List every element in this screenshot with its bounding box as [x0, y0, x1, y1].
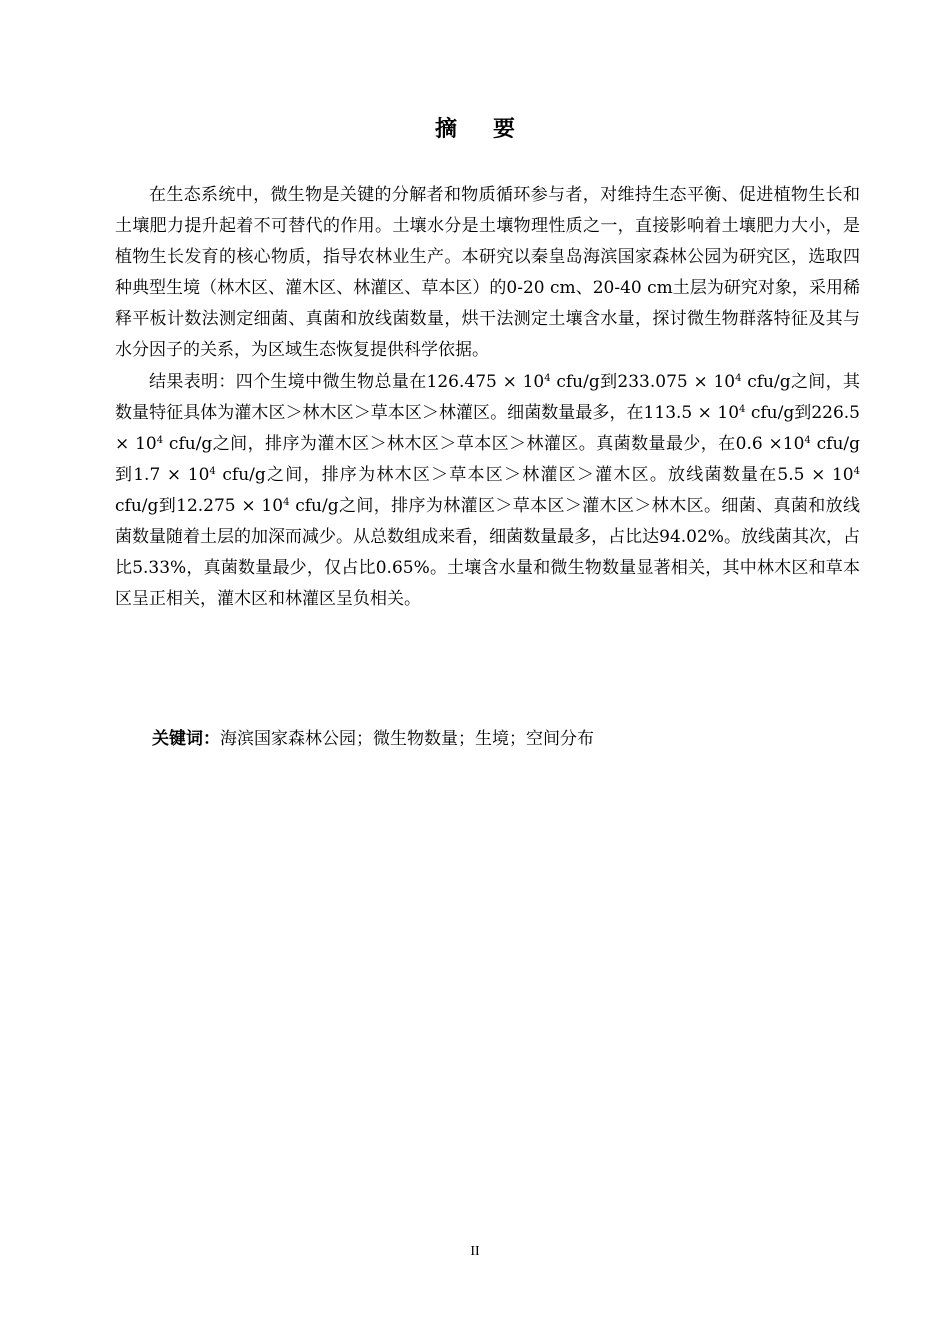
keywords-line	[152, 724, 860, 755]
results-text-9: cfu/g之间，排序为林灌区＞草本区＞灌木区＞林木区。细菌、真菌和放线菌数量随着土层的加深而减少。从总数组成来看，细菌数量最多，占比达94.02%。放线菌其次，占比5.33%，真菌数量最少，仅占比0.65%。土壤含水量和微生物数量显著相关，其中林木区和草本区呈正相关，灌木区和林灌区呈负相关。	[115, 495, 860, 610]
results-text-6: cfu/g到1.7 × 10	[115, 433, 861, 485]
exponent: 4	[283, 496, 290, 508]
exponent: 4	[804, 434, 811, 446]
abstract-paragraph-2	[115, 367, 860, 616]
exponent: 4	[853, 465, 860, 477]
results-text-3: cfu/g之间，其数量特征具体为灌木区＞林木区＞草本区＞林灌区。细菌数量最多，在113.5 × 10	[115, 371, 860, 423]
results-text-1: 结果表明：四个生境中微生物总量在126.475 × 10	[149, 371, 545, 392]
results-text-7: cfu/g之间，排序为林木区＞草本区＞林灌区＞灌木区。放线菌数量在5.5 × 10	[215, 464, 854, 485]
exponent: 4	[739, 403, 746, 415]
abstract-paragraph-1: 在生态系统中，微生物是关键的分解者和物质循环参与者，对维持生态平衡、促进植物生长和土壤肥力提升起着不可替代的作用。土壤水分是土壤物理性质之一，直接影响着土壤肥力大小，是植物生长发育的核心物质，指导农林业生产。本研究以秦皇岛海滨国家森林公园为研究区，选取四种典型生境（林木区、灌木区、林灌区、草本区）的0-20 cm、20-40 cm土层为研究对象，采用稀释平板计数法测定细菌、真菌和放线菌数量，烘干法测定土壤含水量，探讨微生物群落特征及其与水分因子的关系，为区域生态恢复提供科学依据。	[115, 185, 860, 361]
page-number: II	[470, 1244, 480, 1259]
results-text-8: cfu/g到12.275 × 10	[115, 495, 284, 516]
results-text-2: cfu/g到233.075 × 10	[550, 371, 736, 392]
exponent: 4	[544, 372, 551, 384]
results-text-5: cfu/g之间，排序为灌木区＞林木区＞草本区＞林灌区。真菌数量最少，在0.6 ×10	[163, 433, 805, 454]
keywords-label: 关键词：	[152, 729, 220, 749]
abstract-body	[115, 180, 860, 615]
exponent: 4	[735, 372, 742, 384]
exponent: 4	[209, 465, 216, 477]
keywords-text: 海滨国家森林公园；微生物数量；生境；空间分布	[220, 729, 594, 749]
exponent: 4	[156, 434, 164, 446]
page-title: 摘要	[434, 117, 551, 142]
results-text-4: cfu/g到226.5 × 10	[115, 402, 860, 454]
